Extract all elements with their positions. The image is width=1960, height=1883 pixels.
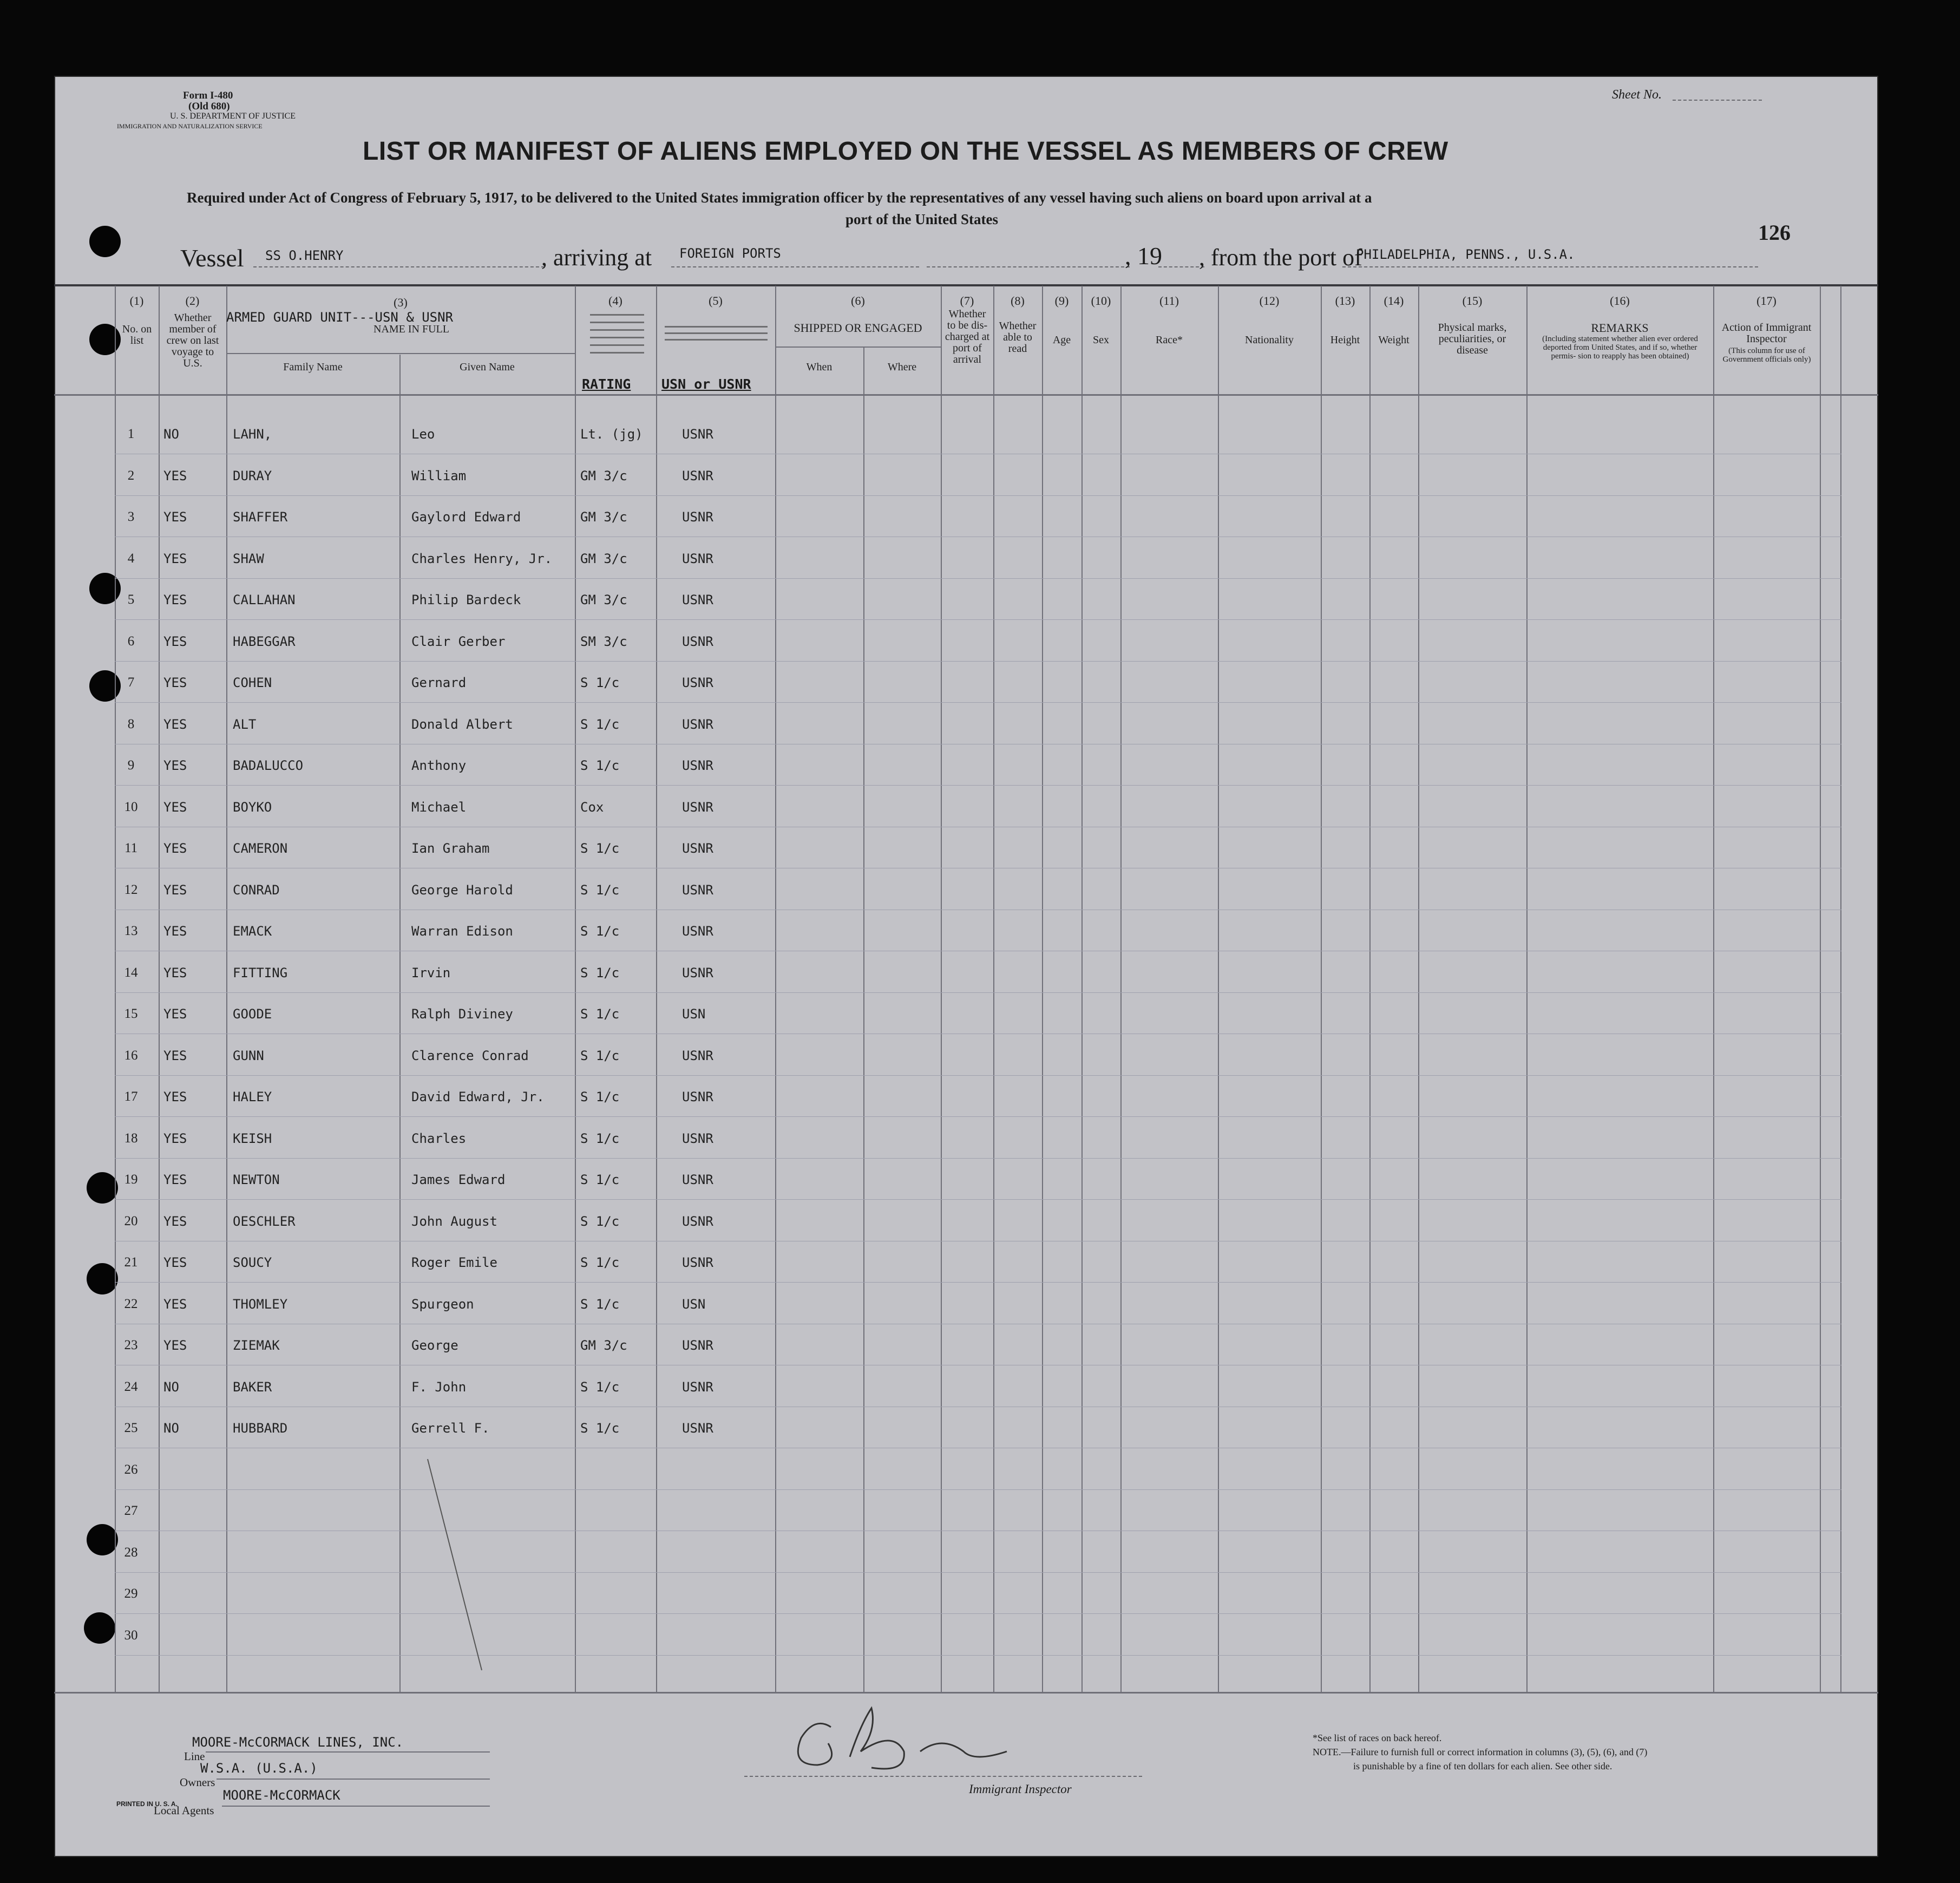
given-name: William <box>411 468 467 483</box>
row-number: 16 <box>124 1048 138 1063</box>
service-branch: USNR <box>682 634 713 649</box>
family-name: LAHN, <box>233 427 272 442</box>
service-branch: USNR <box>682 1214 713 1229</box>
row-number: 4 <box>127 551 135 566</box>
row-number: 15 <box>124 1006 138 1021</box>
arriving-label: , arriving at <box>541 244 652 271</box>
form-number: Form I-480 <box>183 90 233 101</box>
col-1-number: (1) <box>129 294 144 308</box>
line-underline <box>206 1751 490 1753</box>
service-branch: USNR <box>682 841 713 856</box>
col-12-number: (12) <box>1259 294 1280 308</box>
where-header: Where <box>887 361 917 373</box>
given-name: Clair Gerber <box>411 634 506 649</box>
col-9-header: Age <box>1052 334 1071 346</box>
row-number: 18 <box>124 1131 138 1146</box>
given-name: Anthony <box>411 758 467 773</box>
col-15-header: Physical marks, peculiarities, or disease <box>1438 322 1507 356</box>
service-branch: USNR <box>682 1048 713 1063</box>
inspector-signature <box>798 1708 1007 1769</box>
rating: S 1/c <box>580 1089 620 1104</box>
given-name: Warran Edison <box>411 924 513 939</box>
row-number: 30 <box>124 1628 138 1643</box>
service-branch: USNR <box>682 1338 713 1353</box>
family-name: OESCHLER <box>233 1214 296 1229</box>
service-branch: USNR <box>682 1172 713 1187</box>
agents-underline <box>222 1806 490 1807</box>
col-8-number: (8) <box>1011 294 1025 308</box>
rating: S 1/c <box>580 717 620 732</box>
family-name: KEISH <box>233 1131 272 1146</box>
service-branch: USNR <box>682 427 713 442</box>
col-9-number: (9) <box>1054 294 1069 308</box>
handwriting-overlay <box>54 76 1878 1857</box>
col-2-number: (2) <box>185 294 200 308</box>
family-name: SOUCY <box>233 1255 272 1270</box>
family-name: CALLAHAN <box>233 592 296 607</box>
year-label: , 19 <box>1125 242 1162 270</box>
rating: S 1/c <box>580 1048 620 1063</box>
rating: S 1/c <box>580 1006 620 1022</box>
col-5-number: (5) <box>709 294 723 308</box>
col-12-header: Nationality <box>1245 334 1294 346</box>
rating: GM 3/c <box>580 551 627 566</box>
armed-guard-unit: ARMED GUARD UNIT---USN & USNR <box>226 310 454 325</box>
row-number: 2 <box>127 468 135 483</box>
family-name: ZIEMAK <box>233 1338 280 1353</box>
col-17-header: Action of Immigrant Inspector <box>1721 322 1812 345</box>
rating: S 1/c <box>580 965 620 980</box>
prior-voyage: YES <box>163 1006 187 1022</box>
owners-underline <box>217 1779 490 1780</box>
given-name: Philip Bardeck <box>411 592 521 607</box>
family-name: GUNN <box>233 1048 264 1063</box>
penalty-note-2: is punishable by a fine of ten dollars for each alien. See other side. <box>1353 1761 1612 1771</box>
manifest-sheet <box>54 76 1878 1857</box>
given-name: Charles <box>411 1131 467 1146</box>
given-name: F. John <box>411 1379 467 1395</box>
given-name: Charles Henry, Jr. <box>411 551 553 566</box>
col-7-header: Whether to be dis- charged at port of arrival <box>945 308 990 365</box>
prior-voyage: YES <box>163 1338 187 1353</box>
service-branch: USN <box>682 1297 706 1312</box>
rating: S 1/c <box>580 1214 620 1229</box>
rating: GM 3/c <box>580 468 627 483</box>
given-name: Irvin <box>411 965 451 980</box>
owners-label: Owners <box>180 1776 215 1789</box>
service-branch: USNR <box>682 717 713 732</box>
service-name: IMMIGRATION AND NATURALIZATION SERVICE <box>117 122 263 130</box>
row-number: 22 <box>124 1297 138 1311</box>
service-branch: USNR <box>682 1089 713 1104</box>
given-name: Roger Emile <box>411 1255 497 1270</box>
prior-voyage: YES <box>163 1297 187 1312</box>
service-branch: USNR <box>682 1379 713 1395</box>
from-port-label: , from the port of <box>1199 244 1362 271</box>
rating: S 1/c <box>580 758 620 773</box>
row-number: 19 <box>124 1172 138 1187</box>
rating: Lt. (jg) <box>580 427 643 442</box>
family-name: HALEY <box>233 1089 272 1104</box>
given-name: James Edward <box>411 1172 506 1187</box>
rating: GM 3/c <box>580 592 627 607</box>
rating: S 1/c <box>580 882 620 898</box>
row-number: 9 <box>127 758 135 773</box>
col-13-number: (13) <box>1335 294 1355 308</box>
service-branch: USNR <box>682 924 713 939</box>
family-name: COHEN <box>233 675 272 690</box>
family-name: GOODE <box>233 1006 272 1022</box>
row-number: 12 <box>124 882 138 897</box>
service-branch: USNR <box>682 1255 713 1270</box>
prior-voyage: NO <box>163 427 179 442</box>
row-number: 17 <box>124 1089 138 1104</box>
col-14-header: Weight <box>1378 334 1410 346</box>
page-number: 126 <box>1758 220 1791 245</box>
service-branch: USN <box>682 1006 706 1022</box>
col-13-header: Height <box>1330 334 1360 346</box>
col-6-number: (6) <box>851 294 865 308</box>
row-number: 10 <box>124 800 138 814</box>
prior-voyage: YES <box>163 800 187 815</box>
prior-voyage: YES <box>163 1172 187 1187</box>
prior-voyage: YES <box>163 882 187 898</box>
vessel-name: SS O.HENRY <box>265 248 344 263</box>
given-name: Ralph Diviney <box>411 1006 513 1022</box>
row-number: 27 <box>124 1503 138 1518</box>
prior-voyage: YES <box>163 841 187 856</box>
family-name: HABEGGAR <box>233 634 296 649</box>
port-value: PHILADELPHIA, PENNS., U.S.A. <box>1356 247 1575 262</box>
col-11-number: (11) <box>1159 294 1179 308</box>
form-old-number: (Old 680) <box>188 101 230 112</box>
prior-voyage: NO <box>163 1421 179 1436</box>
page-title: LIST OR MANIFEST OF ALIENS EMPLOYED ON THE VESSEL AS MEMBERS OF CREW <box>363 137 1448 166</box>
row-number: 21 <box>124 1255 138 1270</box>
row-number: 24 <box>124 1379 138 1394</box>
col-8-header: Whether able to read <box>999 320 1037 355</box>
family-name: CONRAD <box>233 882 280 898</box>
rating: S 1/c <box>580 1172 620 1187</box>
prior-voyage: YES <box>163 634 187 649</box>
row-number: 7 <box>127 675 135 690</box>
col-14-number: (14) <box>1384 294 1404 308</box>
prior-voyage: YES <box>163 509 187 525</box>
service-branch: USNR <box>682 551 713 566</box>
col-3-number: (3) <box>394 296 408 309</box>
service-branch: USNR <box>682 1131 713 1146</box>
col-1-header: No. on list <box>122 323 152 346</box>
races-note: *See list of races on back hereof. <box>1313 1732 1442 1743</box>
rating: S 1/c <box>580 1297 620 1312</box>
prior-voyage: NO <box>163 1379 179 1395</box>
service-branch: USNR <box>682 758 713 773</box>
line-value: MOORE-McCORMACK LINES, INC. <box>192 1735 404 1750</box>
col-15-number: (15) <box>1462 294 1483 308</box>
line-label: Line <box>184 1750 205 1763</box>
family-name-header: Family Name <box>283 361 343 373</box>
given-name: Leo <box>411 427 435 442</box>
rating: S 1/c <box>580 924 620 939</box>
family-name: SHAW <box>233 551 264 566</box>
given-name: Michael <box>411 800 467 815</box>
row-number: 25 <box>124 1421 138 1435</box>
agents-value: MOORE-McCORMACK <box>223 1788 340 1803</box>
department-name: U. S. DEPARTMENT OF JUSTICE <box>170 112 296 121</box>
agents-label: Local Agents <box>154 1804 214 1817</box>
given-name: Ian Graham <box>411 841 490 856</box>
given-name: Gerrell F. <box>411 1421 490 1436</box>
prior-voyage: YES <box>163 924 187 939</box>
given-name-header: Given Name <box>460 361 515 373</box>
printed-in-usa: PRINTED IN U. S. A. <box>116 1800 178 1808</box>
family-name: NEWTON <box>233 1172 280 1187</box>
col-5-header: USN or USNR <box>661 376 751 392</box>
prior-voyage: YES <box>163 1131 187 1146</box>
prior-voyage: YES <box>163 965 187 980</box>
service-branch: USNR <box>682 882 713 898</box>
subtitle-line-1: Required under Act of Congress of February 5, 1917, to be delivered to the United States immigration officer by the representatives of any vessel having such aliens on board upon arrival at a <box>187 189 1372 206</box>
col-11-header: Race* <box>1156 334 1183 346</box>
given-name: George Harold <box>411 882 513 898</box>
owners-value: W.S.A. (U.S.A.) <box>200 1761 318 1776</box>
row-number: 28 <box>124 1545 138 1560</box>
rating: S 1/c <box>580 675 620 690</box>
row-number: 29 <box>124 1586 138 1601</box>
prior-voyage: YES <box>163 1214 187 1229</box>
prior-voyage: YES <box>163 1089 187 1104</box>
rating: Cox <box>580 800 604 815</box>
col-4-number: (4) <box>608 294 622 308</box>
row-number: 3 <box>127 509 135 524</box>
col-10-header: Sex <box>1093 334 1109 346</box>
family-name: THOMLEY <box>233 1297 288 1312</box>
penalty-note-1: NOTE.—Failure to furnish full or correct information in columns (3), (5), (6), and (7) <box>1313 1747 1648 1757</box>
rating: S 1/c <box>580 1131 620 1146</box>
family-name: BOYKO <box>233 800 272 815</box>
row-number: 13 <box>124 924 138 938</box>
family-name: EMACK <box>233 924 272 939</box>
col-3-header: NAME IN FULL <box>373 323 449 335</box>
row-number: 1 <box>127 427 135 441</box>
subtitle-line-2: port of the United States <box>845 211 998 227</box>
family-name: CAMERON <box>233 841 288 856</box>
col-16-header: REMARKS <box>1591 321 1649 335</box>
given-name: Clarence Conrad <box>411 1048 529 1063</box>
given-name: Gaylord Edward <box>411 509 521 525</box>
row-number: 6 <box>127 634 135 649</box>
given-name: Gernard <box>411 675 467 690</box>
pen-stroke <box>428 1459 482 1670</box>
family-name: ALT <box>233 717 257 732</box>
col-10-number: (10) <box>1091 294 1111 308</box>
rating: SM 3/c <box>580 634 627 649</box>
prior-voyage: YES <box>163 592 187 607</box>
prior-voyage: YES <box>163 468 187 483</box>
row-number: 5 <box>127 592 135 607</box>
col-16-number: (16) <box>1610 294 1630 308</box>
prior-voyage: YES <box>163 551 187 566</box>
when-header: When <box>806 361 832 373</box>
given-name: George <box>411 1338 458 1353</box>
vessel-label: Vessel <box>180 244 244 272</box>
service-branch: USNR <box>682 965 713 980</box>
arriving-value: FOREIGN PORTS <box>679 246 781 261</box>
col-2-header: Whether member of crew on last voyage to U.S. <box>166 312 219 369</box>
family-name: HUBBARD <box>233 1421 288 1436</box>
col-4-header: RATING <box>582 376 631 392</box>
rating: GM 3/c <box>580 1338 627 1353</box>
family-name: FITTING <box>233 965 288 980</box>
table-bottom-border <box>54 1692 1878 1694</box>
row-number: 20 <box>124 1214 138 1228</box>
rating: S 1/c <box>580 1379 620 1395</box>
inspector-label: Immigrant Inspector <box>969 1782 1072 1796</box>
prior-voyage: YES <box>163 758 187 773</box>
rating: S 1/c <box>580 1255 620 1270</box>
family-name: BADALUCCO <box>233 758 304 773</box>
rating: GM 3/c <box>580 509 627 525</box>
row-number: 8 <box>127 717 135 731</box>
prior-voyage: YES <box>163 1048 187 1063</box>
col-17-number: (17) <box>1756 294 1777 308</box>
prior-voyage: YES <box>163 717 187 732</box>
col-7-number: (7) <box>960 294 974 308</box>
service-branch: USNR <box>682 800 713 815</box>
inspector-signature-line <box>744 1776 1142 1777</box>
given-name: David Edward, Jr. <box>411 1089 545 1104</box>
sheet-number-label: Sheet No. <box>1612 88 1662 102</box>
rating: S 1/c <box>580 1421 620 1436</box>
family-name: SHAFFER <box>233 509 288 525</box>
given-name: Spurgeon <box>411 1297 474 1312</box>
service-branch: USNR <box>682 1421 713 1436</box>
service-branch: USNR <box>682 468 713 483</box>
prior-voyage: YES <box>163 1255 187 1270</box>
col-6-header: SHIPPED OR ENGAGED <box>794 321 922 335</box>
prior-voyage: YES <box>163 675 187 690</box>
row-number: 14 <box>124 965 138 980</box>
row-number: 11 <box>124 841 138 855</box>
col-17-subheader: (This column for use of Government officials only) <box>1722 346 1811 364</box>
given-name: Donald Albert <box>411 717 513 732</box>
row-number: 26 <box>124 1462 138 1477</box>
family-name: DURAY <box>233 468 272 483</box>
service-branch: USNR <box>682 675 713 690</box>
service-branch: USNR <box>682 509 713 525</box>
given-name: John August <box>411 1214 497 1229</box>
row-number: 23 <box>124 1338 138 1352</box>
rating: S 1/c <box>580 841 620 856</box>
service-branch: USNR <box>682 592 713 607</box>
col-16-subheader: (Including statement whether alien ever ordered deported from United States, and if so, whether permis- sion to reapply has been obtained) <box>1542 335 1698 361</box>
family-name: BAKER <box>233 1379 272 1395</box>
